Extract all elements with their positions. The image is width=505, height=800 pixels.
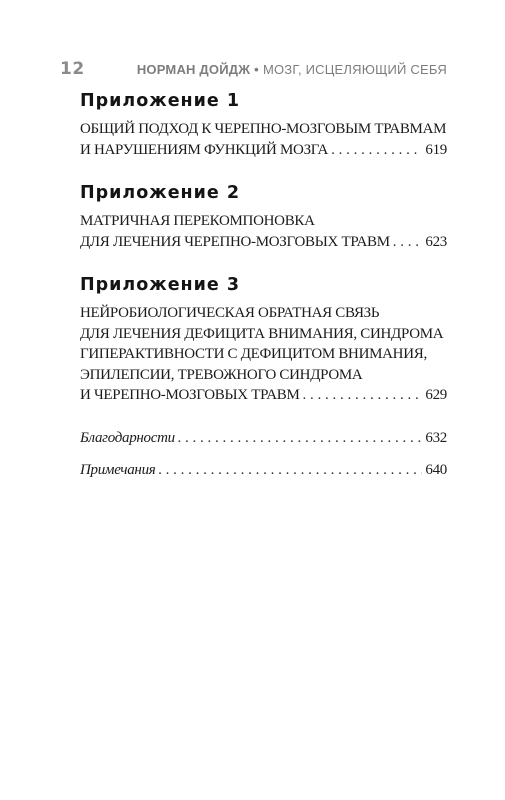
dot-leader <box>393 232 423 253</box>
entry-title: Примечания <box>80 462 156 478</box>
running-header-book-title: МОЗГ, ИСЦЕЛЯЮЩИЙ СЕБЯ <box>262 62 447 77</box>
toc-entry-appendix-2[interactable] <box>80 232 447 253</box>
page-ref: 629 <box>425 387 447 403</box>
appendix-title-line: ДЛЯ ЛЕЧЕНИЯ ЧЕРЕПНО-МОЗГОВЫХ ТРАВМ <box>80 233 390 250</box>
running-header-author: НОРМАН ДОЙДЖ <box>136 62 251 77</box>
table-of-contents <box>80 90 447 493</box>
appendix-title-line: И ЧЕРЕПНО-МОЗГОВЫХ ТРАВМ <box>80 387 300 403</box>
dot-leader <box>178 428 423 449</box>
appendix-title-line: ЭПИЛЕПСИИ, ТРЕВОЖНОГО СИНДРОМА <box>80 366 363 383</box>
toc-entry-notes[interactable] <box>80 460 447 481</box>
toc-entry-acknowledgements[interactable] <box>80 428 447 449</box>
appendix-heading: Приложение 1 <box>80 91 241 111</box>
page-ref: 623 <box>425 233 447 250</box>
toc-entry-appendix-1[interactable] <box>80 140 447 161</box>
appendix-title-line: ГИПЕРАКТИВНОСТИ С ДЕФИЦИТОМ ВНИМАНИЯ, <box>80 346 427 362</box>
appendix-title-line: И НАРУШЕНИЯМ ФУНКЦИЙ МОЗГА <box>80 141 329 158</box>
appendix-3 <box>80 274 447 406</box>
appendix-title-line: ОБЩИЙ ПОДХОД К ЧЕРЕПНО-МОЗГОВЫМ ТРАВМАМ <box>80 121 447 137</box>
appendix-title-line: МАТРИЧНАЯ ПЕРЕКОМПОНОВКА <box>80 213 315 229</box>
dot-leader <box>331 140 422 161</box>
dot-leader <box>303 385 423 406</box>
appendix-1 <box>80 90 447 160</box>
page-ref: 640 <box>425 462 447 478</box>
appendix-heading: Приложение 2 <box>80 183 241 203</box>
dot-leader <box>158 460 422 481</box>
page-number: 12 <box>60 59 85 79</box>
running-header <box>137 62 447 77</box>
page-ref: 619 <box>425 141 447 158</box>
appendix-2 <box>80 182 447 252</box>
appendix-title-line: ДЛЯ ЛЕЧЕНИЯ ДЕФИЦИТА ВНИМАНИЯ, СИНДРОМА <box>80 325 444 342</box>
page-ref: 632 <box>425 429 447 446</box>
appendix-heading: Приложение 3 <box>80 275 241 295</box>
appendix-title-line: НЕЙРОБИОЛОГИЧЕСКАЯ ОБРАТНАЯ СВЯЗЬ <box>80 305 380 321</box>
entry-title: Благодарности <box>80 429 175 446</box>
toc-entry-appendix-3[interactable] <box>80 385 447 406</box>
running-header-bullet: • <box>254 62 259 77</box>
